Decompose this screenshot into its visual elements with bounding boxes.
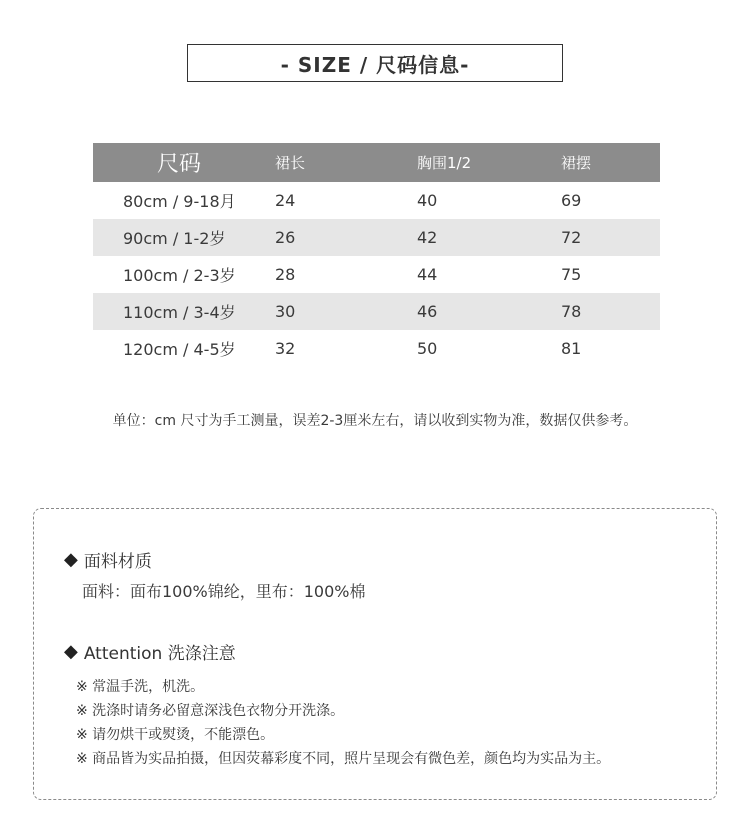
cell-size: 80cm / 9-18月 <box>123 192 236 211</box>
list-item: ※ 请勿烘干或熨烫，不能漂色。 <box>76 727 275 743</box>
cell-length: 28 <box>275 265 296 284</box>
care-section-title <box>64 639 236 664</box>
cell-chest: 46 <box>417 302 438 321</box>
cell-hem: 78 <box>561 302 582 321</box>
cell-size: 120cm / 4-5岁 <box>123 340 236 359</box>
cell-hem: 69 <box>561 191 582 210</box>
care-list <box>76 675 610 771</box>
cell-length: 26 <box>275 228 296 247</box>
header-hem: 裙摆 <box>561 154 592 172</box>
header-length: 裙长 <box>275 154 306 172</box>
table-row <box>93 219 660 256</box>
table-row <box>93 182 660 219</box>
cell-length: 30 <box>275 302 296 321</box>
list-item: ※ 常温手洗，机洗。 <box>76 679 205 695</box>
list-item: ※ 商品皆为实品拍摄，但因荧幕彩度不同，照片呈现会有微色差，颜色均为实品为主。 <box>76 751 611 767</box>
diamond-icon: ◆ <box>64 641 78 662</box>
measurement-note: 单位：cm 尺寸为手工测量，误差2-3厘米左右，请以收到实物为准，数据仅供参考。 <box>112 413 638 429</box>
cell-length: 24 <box>275 191 296 210</box>
cell-hem: 75 <box>561 265 582 284</box>
cell-chest: 44 <box>417 265 438 284</box>
list-item: ※ 洗涤时请务必留意深浅色衣物分开洗涤。 <box>76 703 345 719</box>
cell-chest: 40 <box>417 191 438 210</box>
header-size: 尺码 <box>157 152 202 177</box>
table-header <box>93 143 660 182</box>
fabric-title: 面料材质 <box>83 552 152 572</box>
table-row <box>93 293 660 330</box>
cell-size: 100cm / 2-3岁 <box>123 266 236 285</box>
cell-chest: 50 <box>417 339 438 358</box>
diamond-icon: ◆ <box>64 549 78 570</box>
cell-hem: 72 <box>561 228 582 247</box>
size-table <box>93 143 660 367</box>
fabric-text: 面料：面布100%锦纶，里布：100%棉 <box>82 582 366 601</box>
cell-size: 110cm / 3-4岁 <box>123 303 236 322</box>
fabric-section-title <box>64 547 152 572</box>
cell-length: 32 <box>275 339 296 358</box>
table-row <box>93 256 660 293</box>
header-chest: 胸围1/2 <box>417 154 472 172</box>
care-title: Attention 洗涤注意 <box>83 644 236 664</box>
cell-size: 90cm / 1-2岁 <box>123 229 226 248</box>
cell-chest: 42 <box>417 228 438 247</box>
table-row <box>93 330 660 367</box>
cell-hem: 81 <box>561 339 582 358</box>
info-box <box>33 508 717 800</box>
page-title: - SIZE / 尺码信息- <box>187 44 563 82</box>
